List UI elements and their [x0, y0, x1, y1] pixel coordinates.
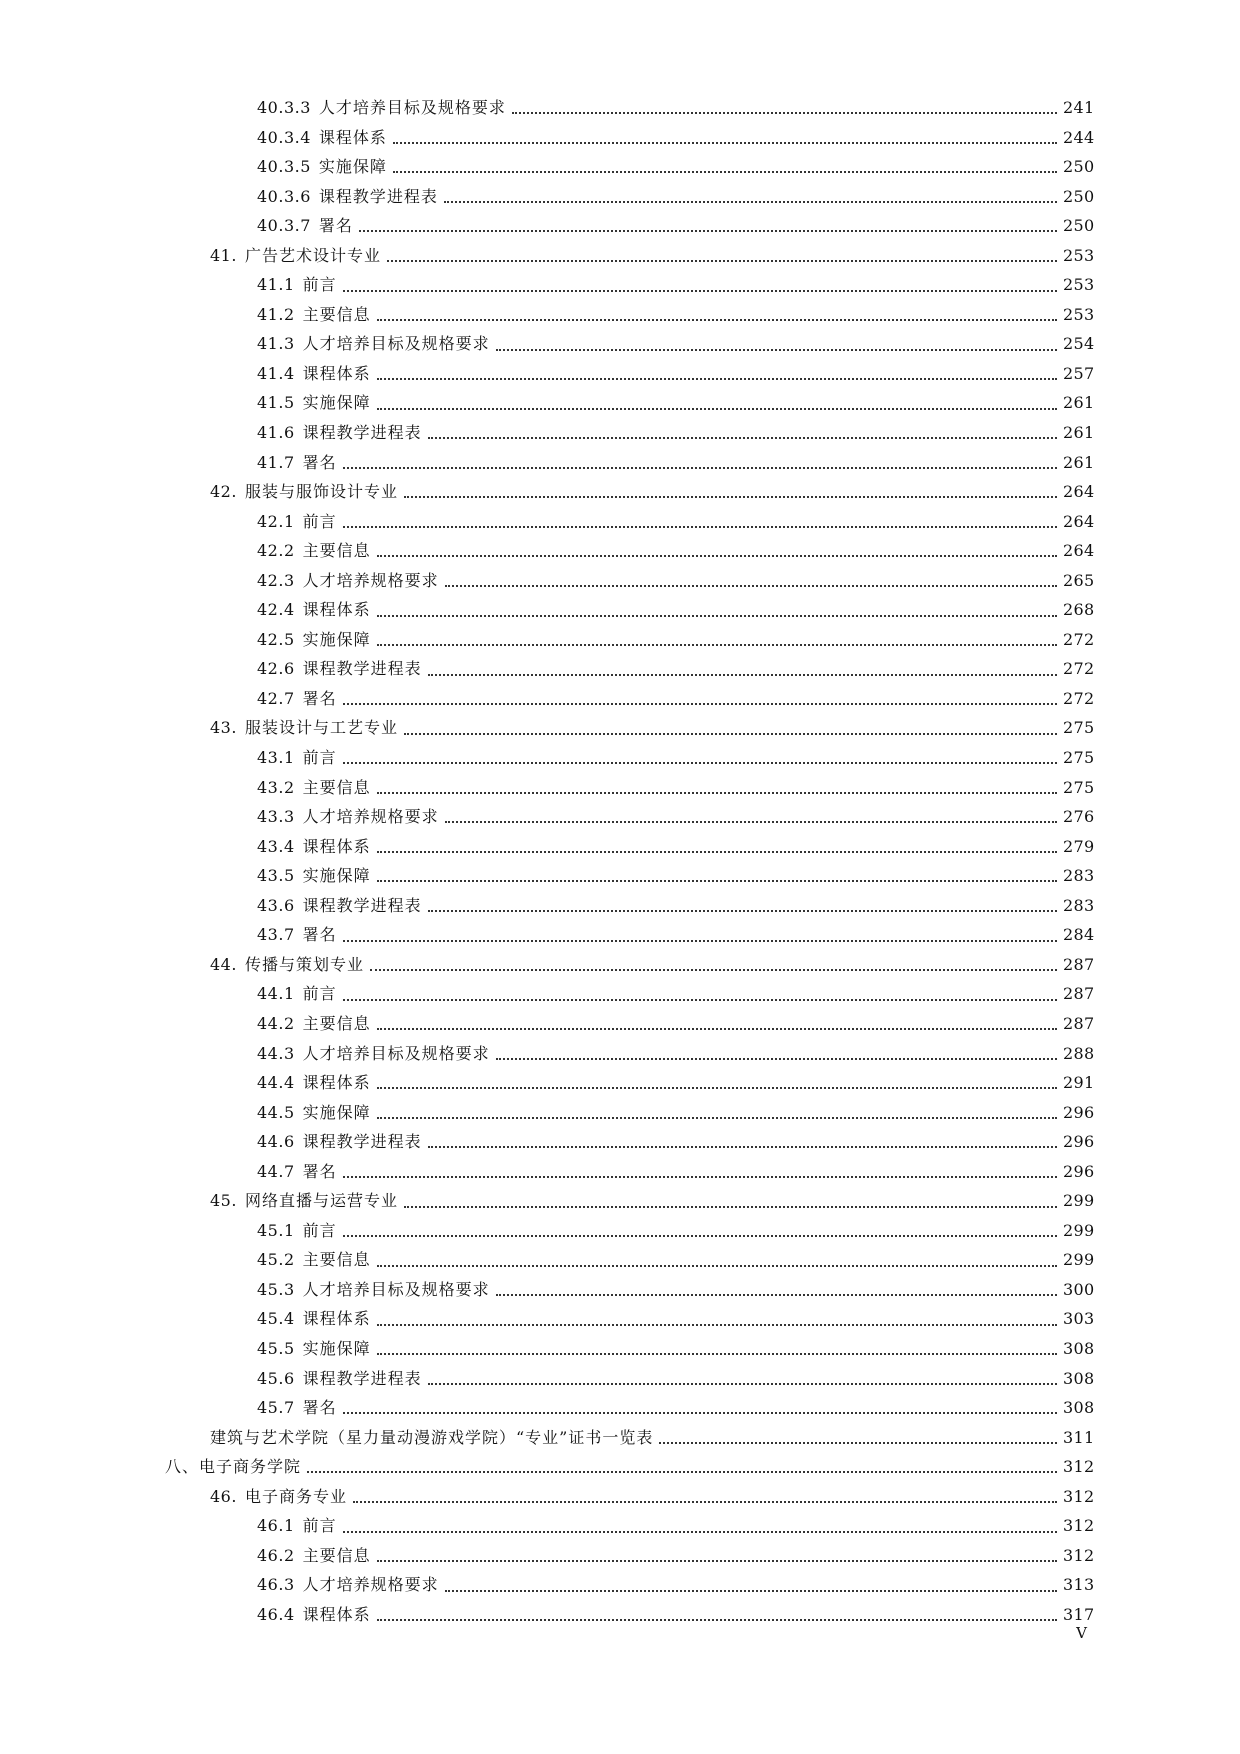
toc-entry-page: 257 [1063, 363, 1095, 383]
dot-leader [393, 141, 1057, 144]
toc-entry[interactable] [0, 448, 1240, 478]
toc-entry[interactable] [0, 773, 1240, 803]
toc-entry-page: 279 [1063, 836, 1095, 856]
toc-entry-page: 253 [1063, 304, 1095, 324]
toc-entry-title: 传播与策划专业 [244, 954, 364, 974]
dot-leader [377, 1264, 1057, 1267]
toc-entry-title: 课程体系 [302, 600, 371, 620]
toc-entry-page: 308 [1063, 1398, 1095, 1418]
toc-entry-page: 299 [1063, 1220, 1095, 1240]
toc-entry-page: 261 [1063, 452, 1095, 472]
toc-entry-page: 300 [1063, 1279, 1095, 1299]
toc-entry-page: 299 [1063, 1250, 1095, 1270]
toc-entry[interactable] [0, 359, 1240, 389]
toc-entry[interactable] [0, 1304, 1240, 1334]
toc-entry-number: 45.2 [257, 1250, 295, 1270]
toc-entry[interactable] [0, 743, 1240, 773]
toc-entry-number: 40.3.5 [257, 157, 311, 177]
toc-entry-number: 42. [210, 482, 237, 502]
toc-entry[interactable] [0, 1186, 1240, 1216]
toc-entry-number: 43.4 [257, 836, 295, 856]
dot-leader [377, 643, 1057, 646]
toc-entry-page: 317 [1063, 1604, 1095, 1624]
toc-entry-page: 275 [1063, 777, 1095, 797]
toc-entry[interactable] [0, 477, 1240, 507]
toc-entry-title: 课程教学进程表 [302, 895, 422, 915]
toc-entry-page: 291 [1063, 1073, 1095, 1093]
toc-entry-number: 41.7 [257, 452, 295, 472]
dot-leader [659, 1441, 1057, 1444]
toc-entry-title: 网络直播与运营专业 [244, 1191, 398, 1211]
toc-entry[interactable] [0, 654, 1240, 684]
dot-leader [343, 702, 1057, 705]
toc-entry[interactable] [0, 920, 1240, 950]
toc-entry-number: 42.2 [257, 541, 295, 561]
dot-leader [387, 259, 1057, 262]
dot-leader [444, 200, 1057, 203]
toc-entry[interactable] [0, 329, 1240, 359]
toc-entry[interactable] [0, 979, 1240, 1009]
toc-entry-page: 312 [1063, 1457, 1095, 1477]
toc-entry-page: 284 [1063, 925, 1095, 945]
toc-entry[interactable] [0, 123, 1240, 153]
toc-entry-number: 44.1 [257, 984, 295, 1004]
toc-entry-number: 42.5 [257, 629, 295, 649]
toc-entry-title: 建筑与艺术学院（星力量动漫游戏学院）“专业”证书一览表 [210, 1427, 654, 1447]
toc-entry-number: 45.6 [257, 1368, 295, 1388]
dot-leader [343, 939, 1057, 942]
toc-entry[interactable] [0, 595, 1240, 625]
toc-entry[interactable] [0, 566, 1240, 596]
toc-entry-number: 46. [210, 1486, 237, 1506]
toc-entry[interactable] [0, 241, 1240, 271]
toc-entry-title: 实施保障 [302, 866, 371, 886]
toc-entry-page: 303 [1063, 1309, 1095, 1329]
dot-leader [393, 170, 1057, 173]
toc-entry-number: 45.7 [257, 1398, 295, 1418]
toc-entry[interactable] [0, 182, 1240, 212]
toc-entry-page: 283 [1063, 866, 1095, 886]
dot-leader [404, 1205, 1057, 1208]
toc-entry-page: 288 [1063, 1043, 1095, 1063]
toc-entry-page: 254 [1063, 334, 1095, 354]
toc-entry-page: 250 [1063, 186, 1095, 206]
dot-leader [377, 1086, 1057, 1089]
dot-leader [428, 1145, 1057, 1148]
toc-entry-title: 前言 [302, 748, 337, 768]
toc-entry[interactable] [0, 507, 1240, 537]
toc-entry-title: 署名 [302, 452, 337, 472]
toc-entry-page: 312 [1063, 1486, 1095, 1506]
toc-entry-number: 41. [210, 245, 237, 265]
toc-entry-title: 课程教学进程表 [302, 423, 422, 443]
toc-entry-title: 主要信息 [302, 304, 371, 324]
dot-leader [377, 850, 1057, 853]
toc-entry-page: 276 [1063, 807, 1095, 827]
toc-entry-title: 实施保障 [302, 1338, 371, 1358]
dot-leader [428, 1382, 1057, 1385]
toc-entry[interactable] [0, 1216, 1240, 1246]
toc-entry-number: 44.5 [257, 1102, 295, 1122]
toc-entry-title: 主要信息 [302, 1250, 371, 1270]
toc-entry-number: 46.1 [257, 1516, 295, 1536]
toc-entry-page: 283 [1063, 895, 1095, 915]
toc-entry-title: 课程体系 [302, 1309, 371, 1329]
toc-entry-page: 268 [1063, 600, 1095, 620]
dot-leader [377, 1352, 1057, 1355]
toc-entry[interactable] [0, 832, 1240, 862]
dot-leader [428, 909, 1057, 912]
toc-entry-title: 署名 [302, 925, 337, 945]
toc-entry[interactable] [0, 713, 1240, 743]
toc-entry[interactable] [0, 802, 1240, 832]
dot-leader [377, 318, 1057, 321]
toc-entry-title: 课程体系 [302, 363, 371, 383]
dot-leader [343, 525, 1057, 528]
dot-leader [377, 1323, 1057, 1326]
toc-entry-page: 272 [1063, 688, 1095, 708]
toc-entry[interactable] [0, 300, 1240, 330]
toc-entry-title: 人才培养规格要求 [302, 807, 439, 827]
toc-entry-page: 264 [1063, 482, 1095, 502]
dot-leader [370, 968, 1057, 971]
dot-leader [377, 1116, 1057, 1119]
toc-entry-title: 广告艺术设计专业 [244, 245, 381, 265]
toc-entry-page: 299 [1063, 1191, 1095, 1211]
toc-entry-number: 40.3.6 [257, 186, 311, 206]
toc-entry-title: 署名 [302, 1161, 337, 1181]
toc-entry-number: 44.7 [257, 1161, 295, 1181]
toc-entry-page: 296 [1063, 1132, 1095, 1152]
toc-entry-title: 前言 [302, 511, 337, 531]
toc-entry-number: 41.5 [257, 393, 295, 413]
toc-entry[interactable] [0, 93, 1240, 123]
dot-leader [343, 289, 1057, 292]
toc-entry-title: 主要信息 [302, 777, 371, 797]
toc-entry-title: 实施保障 [318, 157, 387, 177]
toc-entry[interactable] [0, 1334, 1240, 1364]
dot-leader [343, 1411, 1057, 1414]
toc-entry-number: 43.2 [257, 777, 295, 797]
toc-entry-page: 312 [1063, 1516, 1095, 1536]
toc-entry-title: 人才培养目标及规格要求 [318, 98, 506, 117]
dot-leader [377, 377, 1057, 380]
toc-entry-page: 312 [1063, 1545, 1095, 1565]
toc-entry[interactable] [0, 625, 1240, 655]
toc-entry-page: 308 [1063, 1338, 1095, 1358]
toc-entry[interactable] [0, 891, 1240, 921]
toc-entry[interactable] [0, 1452, 1240, 1482]
toc-entry-title: 课程教学进程表 [318, 186, 438, 206]
toc-entry-title: 八、电子商务学院 [165, 1457, 302, 1477]
dot-leader [404, 732, 1057, 735]
toc-entry-page: 261 [1063, 393, 1095, 413]
toc-entry-number: 40.3.7 [257, 216, 311, 236]
toc-entry-number: 41.3 [257, 334, 295, 354]
dot-leader [377, 879, 1057, 882]
toc-entry-page: 253 [1063, 275, 1095, 295]
dot-leader [496, 348, 1057, 351]
toc-entry-page: 241 [1063, 98, 1095, 117]
dot-leader [428, 673, 1057, 676]
toc-entry-title: 课程教学进程表 [302, 659, 422, 679]
toc-entry-page: 265 [1063, 570, 1095, 590]
toc-entry-number: 45.5 [257, 1338, 295, 1358]
toc-entry[interactable] [0, 270, 1240, 300]
dot-leader [377, 1027, 1057, 1030]
toc-entry-page: 250 [1063, 157, 1095, 177]
toc-entry-title: 服装设计与工艺专业 [244, 718, 398, 738]
toc-entry-title: 课程体系 [302, 1604, 371, 1624]
toc-entry-page: 313 [1063, 1575, 1095, 1595]
dot-leader [445, 1589, 1057, 1592]
dot-leader [343, 1530, 1057, 1533]
toc-entry-number: 46.2 [257, 1545, 295, 1565]
dot-leader [512, 111, 1057, 114]
toc-entry-title: 人才培养规格要求 [302, 570, 439, 590]
dot-leader [343, 1175, 1057, 1178]
table-of-contents [0, 93, 1240, 1629]
dot-leader [343, 761, 1057, 764]
toc-entry[interactable] [0, 1039, 1240, 1069]
toc-entry-title: 人才培养目标及规格要求 [302, 1279, 490, 1299]
toc-entry-page: 250 [1063, 216, 1095, 236]
dot-leader [343, 466, 1057, 469]
page-number: V [1076, 1624, 1087, 1642]
toc-entry-number: 41.6 [257, 423, 295, 443]
toc-entry-number: 45.4 [257, 1309, 295, 1329]
toc-entry-title: 主要信息 [302, 1013, 371, 1033]
toc-entry-title: 服装与服饰设计专业 [244, 482, 398, 502]
toc-entry-title: 前言 [302, 984, 337, 1004]
toc-entry[interactable] [0, 1098, 1240, 1128]
toc-entry-number: 43.3 [257, 807, 295, 827]
dot-leader [343, 998, 1057, 1001]
toc-entry-title: 实施保障 [302, 629, 371, 649]
toc-entry[interactable] [0, 1364, 1240, 1394]
toc-entry-number: 46.3 [257, 1575, 295, 1595]
toc-entry-title: 课程体系 [302, 836, 371, 856]
toc-entry[interactable] [0, 1541, 1240, 1571]
toc-entry[interactable] [0, 1423, 1240, 1453]
dot-leader [496, 1293, 1057, 1296]
toc-entry-number: 42.1 [257, 511, 295, 531]
toc-entry-page: 296 [1063, 1161, 1095, 1181]
toc-entry-page: 296 [1063, 1102, 1095, 1122]
dot-leader [377, 554, 1057, 557]
dot-leader [307, 1470, 1057, 1473]
toc-entry-number: 45.3 [257, 1279, 295, 1299]
toc-entry-number: 45.1 [257, 1220, 295, 1240]
toc-entry-page: 287 [1063, 954, 1095, 974]
toc-entry[interactable] [0, 1511, 1240, 1541]
toc-entry-title: 课程体系 [318, 127, 387, 147]
toc-entry[interactable] [0, 861, 1240, 891]
toc-entry-title: 电子商务专业 [244, 1486, 347, 1506]
toc-entry-number: 42.6 [257, 659, 295, 679]
toc-entry-number: 40.3.3 [257, 98, 311, 117]
toc-entry-title: 署名 [318, 216, 353, 236]
toc-entry-number: 40.3.4 [257, 127, 311, 147]
toc-entry[interactable] [0, 1157, 1240, 1187]
toc-entry[interactable] [0, 1570, 1240, 1600]
toc-entry[interactable] [0, 1245, 1240, 1275]
toc-entry-title: 前言 [302, 275, 337, 295]
toc-entry-number: 45. [210, 1191, 237, 1211]
toc-entry-number: 42.7 [257, 688, 295, 708]
toc-entry-title: 人才培养规格要求 [302, 1575, 439, 1595]
dot-leader [496, 1057, 1057, 1060]
toc-entry[interactable] [0, 1127, 1240, 1157]
toc-entry-number: 42.4 [257, 600, 295, 620]
toc-entry[interactable] [0, 211, 1240, 241]
toc-entry-number: 43. [210, 718, 237, 738]
dot-leader [353, 1500, 1057, 1503]
dot-leader [377, 1559, 1057, 1562]
toc-entry-page: 264 [1063, 541, 1095, 561]
toc-entry-number: 43.7 [257, 925, 295, 945]
toc-entry[interactable] [0, 152, 1240, 182]
toc-entry-page: 272 [1063, 629, 1095, 649]
toc-entry-number: 41.4 [257, 363, 295, 383]
toc-entry[interactable] [0, 418, 1240, 448]
toc-entry[interactable] [0, 1275, 1240, 1305]
toc-entry[interactable] [0, 388, 1240, 418]
toc-entry-title: 课程体系 [302, 1073, 371, 1093]
toc-entry-title: 前言 [302, 1516, 337, 1536]
toc-entry-number: 44.6 [257, 1132, 295, 1152]
toc-entry-page: 253 [1063, 245, 1095, 265]
toc-entry-number: 41.1 [257, 275, 295, 295]
toc-entry-title: 人才培养目标及规格要求 [302, 334, 490, 354]
toc-entry-title: 课程教学进程表 [302, 1132, 422, 1152]
toc-entry-page: 275 [1063, 748, 1095, 768]
toc-entry-number: 44. [210, 954, 237, 974]
toc-entry[interactable] [0, 1482, 1240, 1512]
toc-entry[interactable] [0, 1068, 1240, 1098]
dot-leader [404, 495, 1057, 498]
toc-entry-page: 311 [1063, 1427, 1095, 1447]
dot-leader [377, 407, 1057, 410]
toc-entry[interactable] [0, 1393, 1240, 1423]
dot-leader [445, 820, 1057, 823]
toc-entry-number: 43.1 [257, 748, 295, 768]
toc-entry-page: 287 [1063, 984, 1095, 1004]
toc-entry-title: 主要信息 [302, 1545, 371, 1565]
dot-leader [343, 1234, 1057, 1237]
toc-entry-number: 44.3 [257, 1043, 295, 1063]
toc-entry-title: 署名 [302, 1398, 337, 1418]
toc-entry-number: 43.5 [257, 866, 295, 886]
toc-entry-page: 287 [1063, 1013, 1095, 1033]
toc-entry-number: 42.3 [257, 570, 295, 590]
dot-leader [377, 1618, 1057, 1621]
toc-entry-number: 44.2 [257, 1013, 295, 1033]
dot-leader [428, 436, 1057, 439]
toc-entry-page: 264 [1063, 511, 1095, 531]
toc-entry-title: 人才培养目标及规格要求 [302, 1043, 490, 1063]
toc-entry-number: 43.6 [257, 895, 295, 915]
toc-entry[interactable] [0, 950, 1240, 980]
toc-entry-page: 272 [1063, 659, 1095, 679]
dot-leader [359, 229, 1057, 232]
toc-entry[interactable] [0, 536, 1240, 566]
toc-entry-page: 275 [1063, 718, 1095, 738]
toc-entry[interactable] [0, 684, 1240, 714]
dot-leader [377, 614, 1057, 617]
toc-entry-title: 署名 [302, 688, 337, 708]
toc-entry[interactable] [0, 1009, 1240, 1039]
toc-entry-page: 308 [1063, 1368, 1095, 1388]
toc-entry-page: 261 [1063, 423, 1095, 443]
dot-leader [377, 791, 1057, 794]
toc-entry-page: 244 [1063, 127, 1095, 147]
toc-entry-number: 44.4 [257, 1073, 295, 1093]
toc-entry-title: 实施保障 [302, 393, 371, 413]
toc-entry-title: 课程教学进程表 [302, 1368, 422, 1388]
toc-entry-number: 41.2 [257, 304, 295, 324]
dot-leader [445, 584, 1057, 587]
toc-entry-title: 主要信息 [302, 541, 371, 561]
toc-entry-title: 前言 [302, 1220, 337, 1240]
toc-entry-number: 46.4 [257, 1604, 295, 1624]
toc-entry-title: 实施保障 [302, 1102, 371, 1122]
